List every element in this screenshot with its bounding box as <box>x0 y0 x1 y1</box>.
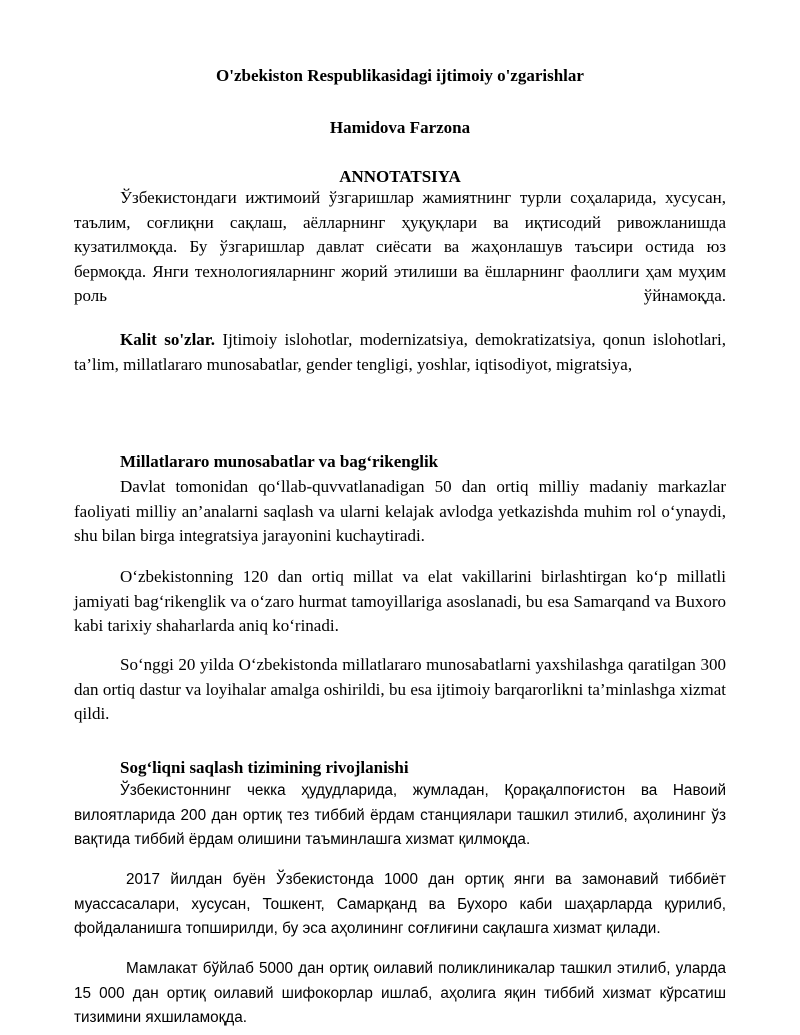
section2-paragraph-1: Ўзбекистоннинг чекка ҳудудларида, жумладан, Қорақалпоғистон ва Навоий вилоятларида 200 дан ортиқ тез тиббий ёрдам станциялари ташкил этилиб, аҳолининг ўз вақтида тиббий ёрдам олишини таъминлашга хизмат қилмоқда. <box>74 782 726 848</box>
keywords-paragraph <box>74 328 726 377</box>
annotation-paragraph: Ўзбекистондаги ижтимоий ўзгаришлар жамиятнинг турли соҳаларида, хусусан, таълим, соғлиқни сақлаш, аёлларнинг ҳуқуқлари ва иқтисодий ривожланишда кузатилмоқда. Бу ўзгаришлар давлат сиёсати ва жаҳонлашув таъсири остида юз бермоқда. Янги технологияларнинг жорий этилиши ва ёшларнинг фаоллиги ҳам муҳим роль ўйнамоқда. <box>74 188 726 305</box>
keywords-text: Ijtimoiy islohotlar, modernizatsiya, demokratizatsiya, qonun islohotlari, ta’lim, millatlararo munosabatlar, gender tengligi, yoshlar, iqtisodiyot, migratsiya, <box>74 330 726 374</box>
section1-paragraph-3: So‘nggi 20 yilda O‘zbekistonda millatlararo munosabatlarni yaxshilashga qaratilgan 300 dan ortiq dastur va loyihalar amalga oshirildi, bu esa ijtimoiy barqarorlikni ta’minlashga xizmat qildi. <box>74 655 726 723</box>
section1-paragraph-1: Davlat tomonidan qo‘llab-quvvatlanadigan 50 dan ortiq milliy madaniy markazlar faoliyati milliy an’analarni saqlash va ularni kelajak avlodga yetkazishda muhim rol o‘ynaydi, shu bilan birga integratsiya jarayonini kuchaytiradi. <box>74 477 726 545</box>
section1-paragraph-2: O‘zbekistonning 120 dan ortiq millat va elat vakillarini birlashtirgan ko‘p millatli jamiyati bag‘rikenglik va o‘zaro hurmat tamoyillariga asoslanadi, bu esa Samarqand va Buxoro kabi tarixiy shaharlarda aniq ko‘rinadi. <box>74 567 726 635</box>
annotation-heading: ANNOTATSIYA <box>339 167 461 186</box>
section-heading-ethnic-relations: Millatlararo munosabatlar va bag‘rikenglik <box>120 452 439 471</box>
author-name: Hamidova Farzona <box>329 118 471 137</box>
keywords-label: Kalit so'zlar. <box>120 330 216 349</box>
section2-paragraph-3: Мамлакат бўйлаб 5000 дан ортиқ оилавий поликлиникалар ташкил этилиб, уларда 15 000 дан ортиқ оилавий шифокорлар ишлаб, аҳолига яқин тиббий хизмат кўрсатиш тизимини яхшиламоқда. <box>74 960 726 1026</box>
section-heading-healthcare: Sog‘liqni saqlash tizimining rivojlanishi <box>120 758 409 777</box>
section2-paragraph-2: 2017 йилдан буён Ўзбекистонда 1000 дан ортиқ янги ва замонавий тиббиёт муассасалари, хусусан, Тошкент, Самарқанд ва Бухоро каби шаҳарларда қурилиб, фойдаланишга топширилди, бу эса аҳолининг соғлиғини сақлашга хизмат қилади. <box>74 871 726 937</box>
document-title: O'zbekiston Respublikasidagi ijtimoiy o'zgarishlar <box>216 66 584 85</box>
